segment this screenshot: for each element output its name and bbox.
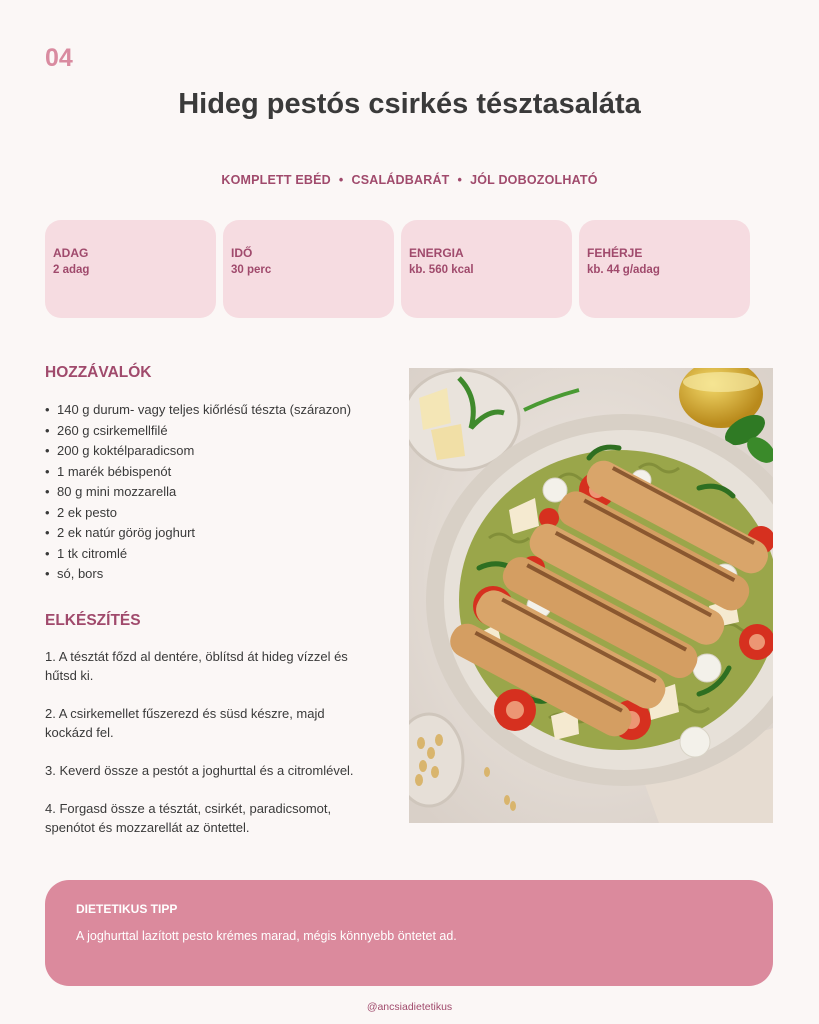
recipe-title: Hideg pestós csirkés tésztasaláta (178, 88, 641, 120)
ingredient-text: 2 ek pesto (57, 504, 117, 520)
bullet: • (45, 545, 50, 561)
preparation-heading: ELKÉSZÍTÉS (45, 612, 141, 629)
ingredient-text: 1 marék bébispenót (57, 463, 172, 479)
tag-separator: • (457, 173, 463, 187)
footer-handle: @ancsiadietetikus (366, 1001, 453, 1013)
tip-label: DIETETIKUS TIPP (76, 902, 178, 916)
ingredient-text: 2 ek natúr görög joghurt (57, 525, 196, 540)
ingredient-text: 1 tk citromlé (57, 545, 128, 561)
bullet: • (45, 463, 50, 479)
page-number: 04 (45, 44, 73, 72)
stat-label: ADAG (53, 246, 89, 260)
ingredient-text: só, bors (57, 566, 104, 581)
bullet: • (45, 566, 50, 581)
stat-value: kb. 560 kcal (409, 264, 474, 276)
stat-value: kb. 44 g/adag (587, 264, 660, 276)
ingredient-text: 260 g csirkemellfilé (57, 422, 168, 438)
dietitian-tip-box (45, 880, 773, 986)
tag-family-friendly: CSALÁDBARÁT (351, 173, 450, 187)
list-item (45, 503, 375, 524)
bullet: • (45, 443, 50, 458)
ingredient-text: 200 g koktélparadicsom (57, 443, 195, 458)
step-item: 3. Keverd össze a pestót a joghurttal és a citromlével. (45, 763, 354, 778)
bullet: • (45, 484, 50, 499)
list-item (45, 564, 375, 585)
tip-text: A joghurttal lazított pesto krémes marad, mégis könnyebb öntetet ad. (76, 929, 457, 943)
list-item (45, 400, 375, 421)
preparation-steps (45, 647, 365, 856)
tag-separator: • (338, 173, 344, 187)
stat-label: IDŐ (231, 246, 253, 260)
stat-label: FEHÉRJE (587, 246, 643, 260)
pasta-salad-illustration (409, 368, 773, 823)
step-item: 2. A csirkemellet fűszerezd és süsd készre, majd kockázd fel. (45, 706, 325, 740)
ingredients-heading: HOZZÁVALÓK (45, 364, 152, 381)
stat-label: ENERGIA (409, 246, 464, 260)
recipe-tags (0, 173, 819, 187)
bullet: • (45, 504, 50, 520)
step-item: 1. A tésztát főzd al dentére, öblítsd át hideg vízzel és hűtsd ki. (45, 649, 348, 683)
ingredient-text: 80 g mini mozzarella (57, 484, 177, 499)
recipe-photo (409, 368, 773, 823)
step-item: 4. Forgasd össze a tésztát, csirkét, paradicsomot, spenótot és mozzarellát az öntettel. (45, 801, 332, 835)
stat-value: 2 adag (53, 264, 90, 276)
ingredients-list (45, 400, 375, 585)
ingredient-text: 140 g durum- vagy teljes kiőrlésű tészta (szárazon) (57, 402, 352, 417)
stat-card-energy (401, 220, 572, 318)
bullet: • (45, 525, 50, 540)
list-item (45, 441, 375, 462)
list-item (45, 544, 375, 565)
stat-card-time (223, 220, 394, 318)
tag-meal-prep: JÓL DOBOZOLHATÓ (470, 173, 598, 187)
list-item (45, 462, 375, 483)
list-item (45, 523, 375, 544)
bullet: • (45, 402, 50, 417)
stat-value: 30 perc (231, 264, 272, 276)
bullet: • (45, 422, 50, 438)
stat-card-servings (45, 220, 216, 318)
stat-card-protein (579, 220, 750, 318)
list-item (45, 421, 375, 442)
list-item (45, 482, 375, 503)
tag-complete-lunch: KOMPLETT EBÉD (221, 173, 331, 187)
